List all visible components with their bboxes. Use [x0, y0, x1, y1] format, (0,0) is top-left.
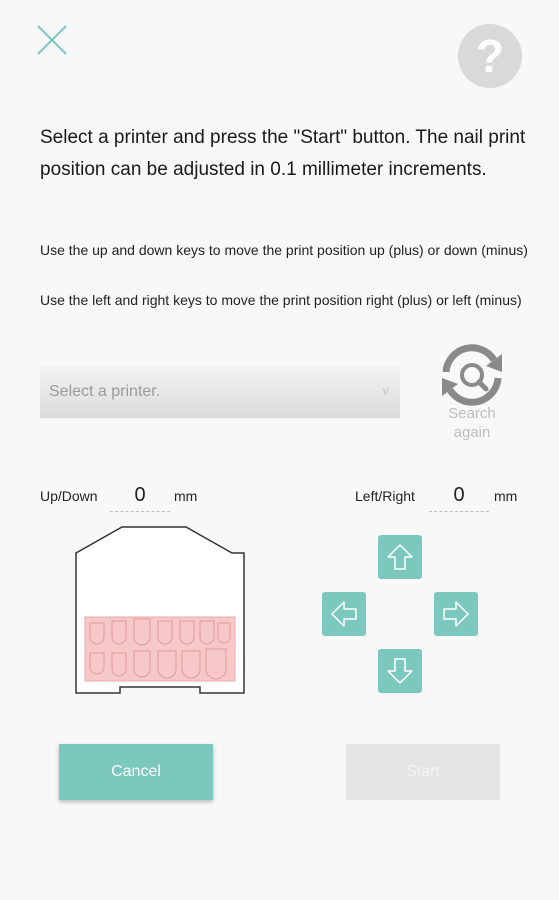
move-right-button[interactable] [434, 592, 478, 636]
printer-select-placeholder: Select a printer. [49, 383, 161, 400]
up-down-instruction: Use the up and down keys to move the print position up (plus) or down (minus) [40, 242, 528, 258]
arrow-up-icon [385, 542, 415, 572]
printer-select[interactable] [40, 366, 400, 418]
arrow-left-icon [329, 599, 359, 629]
start-button[interactable]: Start [346, 744, 500, 800]
left-right-unit: mm [494, 488, 518, 504]
left-right-value: 0 [429, 481, 489, 512]
move-up-button[interactable] [378, 535, 422, 579]
left-right-label: Left/Right [355, 488, 415, 504]
chevron-down-icon: ∨ [381, 384, 390, 398]
search-again-label: Search again [448, 405, 496, 441]
cancel-button[interactable]: Cancel [59, 744, 213, 800]
left-right-instruction: Use the left and right keys to move the print position right (plus) or left (minus) [40, 292, 522, 308]
move-down-button[interactable] [378, 649, 422, 693]
move-left-button[interactable] [322, 592, 366, 636]
close-button[interactable] [34, 22, 70, 58]
up-down-label: Up/Down [40, 488, 98, 504]
arrow-down-icon [385, 656, 415, 686]
nail-tray-diagram [74, 523, 246, 701]
up-down-value: 0 [110, 481, 170, 512]
question-mark-icon: ? [475, 30, 505, 82]
instruction-text: Select a printer and press the "Start" button. The nail print position can be adjusted in 0.1 millimeter increments. [40, 127, 526, 180]
close-icon [34, 22, 70, 58]
search-again-button[interactable] [430, 340, 514, 444]
up-down-unit: mm [174, 488, 198, 504]
arrow-right-icon [441, 599, 471, 629]
search-refresh-icon [432, 340, 512, 410]
help-button[interactable] [458, 24, 522, 88]
